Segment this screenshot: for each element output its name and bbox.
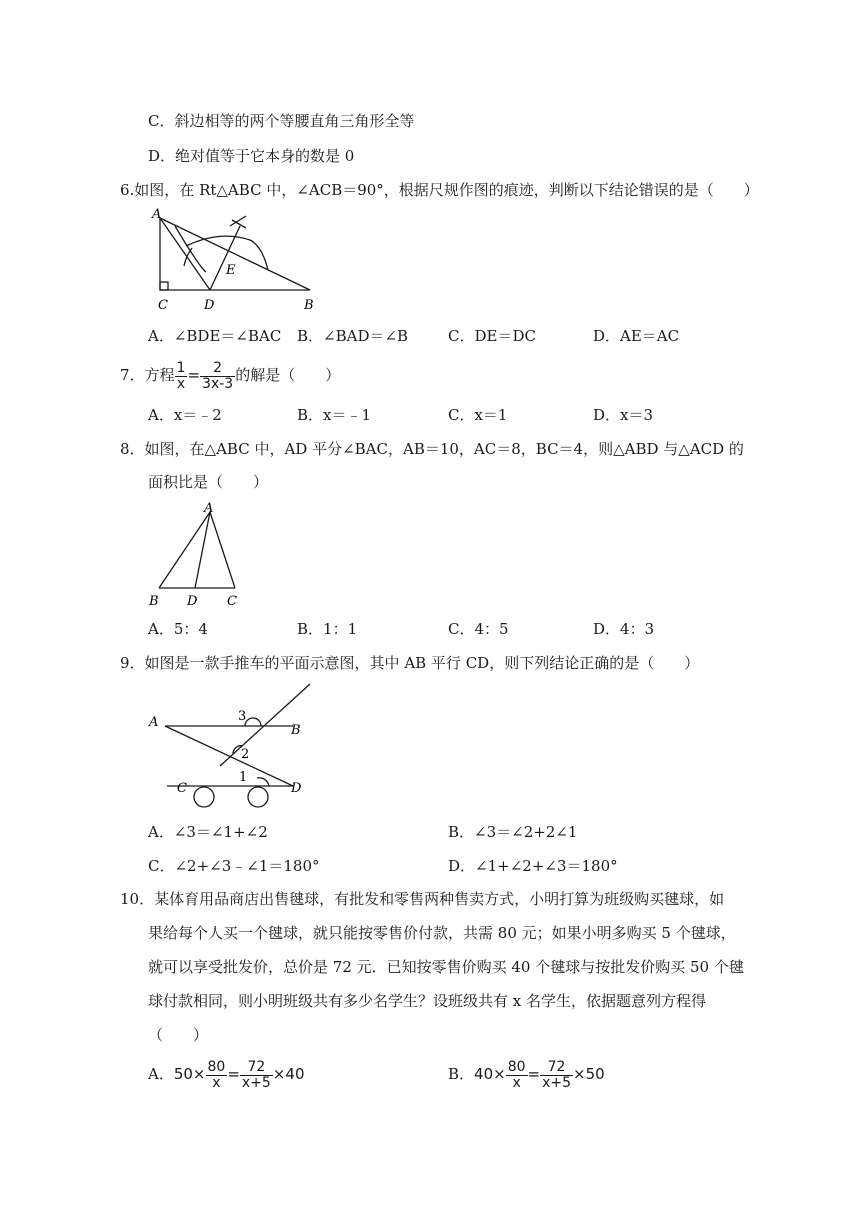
q7-stem-suffix: 的解是（ ）: [235, 366, 341, 384]
q10-stem-line5: （ ）: [148, 1026, 209, 1044]
q6-option-d: D．AE＝AC: [593, 327, 680, 345]
q6-label-c: C: [158, 298, 168, 313]
q8-option-c: C．4：5: [448, 620, 509, 638]
q10-opt-a-eq: =: [227, 1065, 240, 1083]
q6-label-e: E: [226, 263, 236, 278]
q7-frac1-den: x: [176, 375, 186, 392]
q6-option-c: C．DE＝DC: [448, 327, 536, 345]
q10-opt-a-label: A．: [148, 1065, 174, 1083]
q8-option-a: A．5：4: [148, 620, 208, 638]
q6-stem: 6.如图，在 Rt△ABC 中，∠ACB＝90°，根据尺规作图的痕迹，判断以下结论错误的是（ ）: [120, 181, 759, 199]
q6-label-a: A: [152, 208, 162, 222]
q7-option-a: A．x＝﹣2: [148, 406, 222, 424]
q9-label-2: 2: [241, 747, 250, 762]
q10-opt-a-frac1-num: 80: [207, 1058, 226, 1075]
q9-stem: 9．如图是一款手推车的平面示意图，其中 AB 平行 CD，则下列结论正确的是（ ）: [120, 654, 700, 672]
q10-opt-a-frac1: [206, 1060, 228, 1091]
q10-opt-b-label: B．: [448, 1065, 475, 1083]
q8-label-b: B: [149, 594, 159, 608]
q7-frac2-num: 2: [200, 361, 235, 377]
q10-opt-a-frac2-den: x+5: [241, 1074, 271, 1091]
q5-option-c: C．斜边相等的两个等腰直角三角形全等: [148, 112, 415, 130]
q9-label-c: C: [177, 781, 187, 796]
q8-option-b: B．1：1: [297, 620, 358, 638]
q10-opt-b-frac2-den: x+5: [542, 1074, 572, 1091]
q9-label-a: A: [149, 715, 159, 730]
q10-opt-b-frac2-num: 72: [540, 1060, 573, 1076]
q10-stem-line4: 球付款相同，则小明班级共有多少名学生？设班级共有 x 名学生，依据题意列方程得: [148, 992, 706, 1010]
q10-opt-a-frac2: [240, 1060, 273, 1091]
q8-label-d: D: [187, 594, 198, 608]
q7-stem: [120, 358, 340, 392]
q9-label-d: D: [291, 781, 302, 796]
q7-option-b: B．x＝﹣1: [297, 406, 372, 424]
q8-option-d: D．4：3: [593, 620, 655, 638]
q9-label-3: 3: [238, 709, 247, 724]
q10-opt-b-frac2: [540, 1060, 573, 1091]
q10-opt-b-frac1: [506, 1060, 528, 1091]
q8-label-a: A: [204, 501, 214, 516]
q6-label-d: D: [204, 298, 215, 313]
q10-opt-b-frac1-num: 80: [507, 1058, 526, 1075]
q10-option-b: [448, 1056, 605, 1092]
q10-opt-a-tail: ×40: [272, 1065, 305, 1083]
q7-equals: =: [187, 366, 201, 384]
q7-option-d: D．x＝3: [593, 406, 654, 424]
q9-label-b: B: [291, 723, 301, 738]
q10-stem-line1: 10．某体育用品商店出售毽球，有批发和零售两种售卖方式，小明打算为班级购买毽球，如: [120, 890, 725, 908]
q10-opt-a-frac1-den: x: [212, 1074, 221, 1091]
q10-opt-b-eq: =: [527, 1065, 541, 1083]
q10-opt-a-lead: 50×: [173, 1065, 206, 1083]
q9-label-1: 1: [239, 770, 248, 785]
q8-stem-line2: 面积比是（ ）: [148, 473, 269, 491]
q10-stem-line3: 就可以享受批发价，总价是 72 元．已知按零售价购买 40 个毽球与按批发价购买 50 个毽: [148, 958, 744, 976]
q7-option-c: C．x＝1: [448, 406, 508, 424]
q10-stem-line2: 果给每个人买一个毽球，就只能按零售价付款，共需 80 元；如果小明多购买 5 个毽球，: [148, 924, 736, 942]
q7-frac2-den: 3x-3: [202, 375, 234, 392]
q6-option-a: A．∠BDE＝∠BAC: [148, 327, 282, 345]
q9-option-a: A．∠3＝∠1+∠2: [148, 823, 268, 841]
q9-figure: [145, 680, 325, 810]
q9-option-d: D．∠1+∠2+∠3＝180°: [448, 857, 618, 875]
q10-opt-b-tail: ×50: [573, 1065, 605, 1083]
q10-option-a: [148, 1056, 305, 1092]
q6-option-b: B．∠BAD＝∠B: [297, 327, 409, 345]
q7-fraction-2: [200, 361, 235, 392]
q6-label-b: B: [304, 298, 314, 313]
q8-stem-line1: 8．如图，在△ABC 中，AD 平分∠BAC，AB＝10，AC＝8，BC＝4，则△ABD 与△ACD 的: [120, 440, 744, 458]
q10-opt-b-frac1-den: x: [512, 1074, 521, 1091]
q10-opt-b-lead: 40×: [474, 1065, 506, 1083]
q9-option-c: C．∠2+∠3﹣∠1＝180°: [148, 857, 320, 875]
q8-label-c: C: [227, 594, 237, 608]
q6-figure: [150, 208, 320, 314]
q7-fraction-1: [175, 361, 188, 392]
q7-frac1-num: 1: [176, 359, 186, 376]
q9-option-b: B．∠3＝∠2+2∠1: [448, 823, 578, 841]
q10-opt-a-frac2-num: 72: [240, 1060, 273, 1076]
q5-option-d: D．绝对值等于它本身的数是 0: [148, 147, 355, 165]
q7-stem-prefix: 7．方程: [120, 366, 175, 384]
q8-figure: [145, 500, 255, 608]
